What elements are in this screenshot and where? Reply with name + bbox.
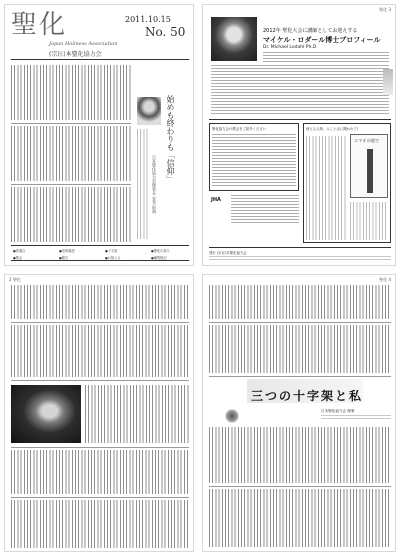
cross-illustration	[225, 409, 239, 423]
speaker-name: マイケル・ロダール博士プロフィール	[263, 36, 381, 44]
column-rule	[209, 322, 391, 323]
page-3	[4, 274, 194, 552]
article-text-block	[11, 500, 189, 548]
column-rule	[11, 380, 189, 381]
toc-item[interactable]: ●お知らせ	[105, 256, 121, 260]
article-text-block	[209, 285, 391, 319]
header-rule	[11, 59, 189, 60]
article-text-block	[85, 385, 189, 443]
article-text-block	[11, 187, 131, 242]
page-number: 聖化 3	[379, 7, 391, 12]
box-text	[212, 134, 296, 188]
jha-logo: JHA	[211, 197, 221, 203]
article-text-block	[11, 325, 189, 377]
notice-text	[231, 195, 299, 225]
page-number: 聖化 4	[379, 277, 391, 282]
article-text-block	[209, 489, 391, 547]
author-subtext	[321, 415, 391, 421]
footer-rule	[209, 247, 391, 248]
association-name-en: Japan Holiness Association	[49, 41, 118, 47]
column-rule	[11, 123, 131, 124]
page-2	[202, 4, 396, 266]
page-4	[202, 274, 396, 552]
toc-item[interactable]: ●聖会	[13, 256, 23, 260]
toc-item[interactable]: ●十字架	[105, 249, 118, 253]
speaker-name-en: Dr. Michael Lodahl Ph.D	[263, 45, 317, 50]
article-text-block	[11, 126, 131, 181]
author-credit: 日本聖化協力会 理事	[321, 409, 355, 413]
column-rule	[11, 447, 189, 448]
speaker-photo	[211, 17, 257, 61]
newsletter-logo: 聖化	[11, 10, 68, 40]
toc-item[interactable]: ●報告	[59, 256, 69, 260]
column-rule	[11, 322, 189, 323]
association-name-jp: (宗)日本聖化協力会	[49, 51, 102, 58]
book-cover	[350, 134, 388, 198]
publisher-info: 発行 (宗)日本聖化協力会	[209, 251, 247, 255]
issue-number: No. 50	[145, 25, 186, 39]
publisher-info-text	[209, 256, 391, 262]
column-rule	[209, 486, 391, 487]
author-photo	[137, 97, 161, 125]
box-text	[306, 136, 346, 240]
article-text-block	[209, 427, 391, 483]
toc-item[interactable]: ●聖化の恵み	[151, 249, 170, 253]
page-number: 2 聖化	[9, 277, 21, 282]
page-1	[4, 4, 194, 266]
article-text-block	[11, 65, 131, 120]
book-thumbnail	[383, 69, 393, 95]
article-photo	[11, 385, 81, 443]
headline: 始めも終わりも「信仰」	[166, 95, 175, 183]
profile-text	[211, 65, 389, 115]
toc-item[interactable]: ●信仰義認	[59, 249, 75, 253]
box-title: 使える人物、みことばに聞かれて!	[306, 127, 359, 131]
box-title: 聖化協力会の教会をご紹介ください	[212, 127, 267, 131]
column-rule	[11, 497, 189, 498]
profile-text	[263, 52, 389, 62]
column-rule	[11, 184, 131, 185]
toc-item[interactable]: ●編集後記	[151, 256, 167, 260]
issue-date: 2011.10.15	[125, 15, 171, 24]
book-box	[303, 123, 391, 243]
box-text	[350, 202, 388, 240]
book-spine-mark	[367, 149, 373, 193]
article-text-block	[137, 129, 149, 239]
author-credit: 日本聖化協力会理事長 安食 昭典	[152, 155, 157, 214]
speaker-intro: 2012年 聖化大会に講師としてお迎えする	[263, 28, 358, 34]
book-title: エマオの道で	[354, 138, 380, 143]
toc-item[interactable]: ●巻頭言	[13, 249, 26, 253]
article-text-block	[11, 450, 189, 494]
church-box	[209, 123, 299, 191]
article-text-block	[11, 285, 189, 319]
table-of-contents	[11, 245, 189, 261]
article-title: 三つの十字架と私	[251, 389, 364, 403]
column-rule	[209, 376, 391, 377]
section-rule	[209, 119, 391, 120]
article-text-block	[209, 325, 391, 373]
